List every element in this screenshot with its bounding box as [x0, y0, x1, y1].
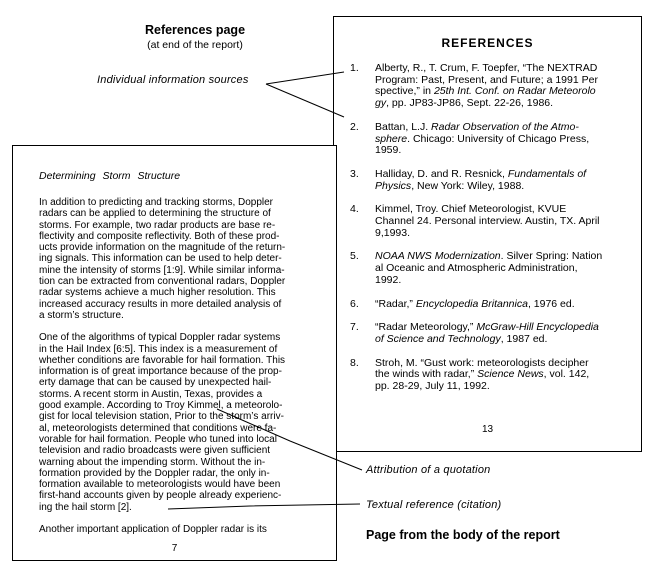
reference-line: Battan, L.J. Radar Observation of the Atmo- — [375, 120, 579, 133]
reference-item — [334, 169, 635, 192]
body-text-line: al, meteorologists determined that conditions were fa- — [39, 422, 277, 434]
body-text-line: In addition to predicting and tracking storms, Doppler — [39, 197, 274, 208]
body-text-line: gist for local television station, Prior to the storm’s arriv- — [39, 411, 284, 423]
reference-line: Kimmel, Troy. Chief Meteorologist, KVUE — [375, 203, 567, 216]
body-paragraphs — [39, 197, 328, 535]
reference-line: Physics, New York: Wiley, 1988. — [375, 179, 525, 192]
body-text-line: storms. A recent storm in Austin, Texas, provides a — [39, 388, 263, 400]
reference-number: 4. — [350, 203, 359, 216]
body-text-line: good example. According to Troy Kimmel, a meteorolo- — [39, 400, 283, 412]
reference-line: 9,1993. — [375, 226, 411, 239]
body-text-line: in the Hail Index [6:5]. This index is a measurement of — [39, 343, 278, 355]
body-text-line: ing the hail storm [2]. — [39, 501, 132, 513]
reference-line: 1959. — [375, 144, 402, 157]
references-page-caption — [105, 23, 285, 51]
reference-line: Channel 24. Personal interview. Austin, TX. April — [375, 215, 600, 228]
body-text-line: a storm’s structure. — [39, 309, 124, 321]
reference-line: Halliday, D. and R. Resnick, Fundamentals of — [375, 167, 587, 180]
body-text-line: first-hand accounts given by people already experienc- — [39, 490, 282, 502]
reference-line: Stroh, M. “Gust work: meteorologists decipher — [375, 356, 589, 369]
body-page-caption: Page from the body of the report — [366, 528, 560, 542]
reference-number: 8. — [350, 356, 359, 369]
body-text-line: vorable for hail formation. People who tuned into local — [39, 433, 277, 445]
body-text-line: radars can be applied to determining the structure of — [39, 208, 271, 220]
reference-number: 7. — [350, 321, 359, 334]
body-text-line: ing signals. This information can be used to help deter- — [39, 253, 282, 265]
reference-item — [334, 251, 635, 286]
body-paragraph — [39, 332, 328, 513]
reference-line: pp. 28-29, July 11, 1992. — [375, 380, 490, 393]
body-text-line: storms. For example, two radar products are base re- — [39, 219, 276, 231]
section-heading: Determining Storm Structure — [39, 170, 181, 182]
reference-line: “Radar,” Encyclopedia Britannica, 1976 ed. — [375, 297, 575, 310]
body-text-line: increased accuracy results in more detailed analysis of — [39, 298, 282, 310]
references-page — [333, 16, 642, 452]
body-text-line: flectivity and composite reflectivity. Both of these prod- — [39, 230, 280, 242]
reference-number: 2. — [350, 120, 359, 133]
body-page — [12, 145, 337, 561]
reference-line: Alberty, R., T. Crum, F. Toepfer, “The NEXTRAD — [375, 62, 598, 74]
body-text-line: Another important application of Doppler radar is its — [39, 524, 267, 536]
body-text-line: mine the intensity of storms [1:9]. While similar informa- — [39, 264, 285, 276]
reference-line: NOAA NWS Modernization. Silver Spring: Nation — [375, 250, 603, 263]
reference-line: Program: Past, Present, and Future; a 1991 Per — [375, 73, 598, 86]
body-page-number: 7 — [171, 543, 178, 554]
reference-number: 5. — [350, 250, 359, 263]
reference-item — [334, 358, 635, 393]
reference-number: 6. — [350, 297, 359, 310]
callout-attribution: Attribution of a quotation — [366, 464, 491, 476]
body-text-line: ucts provide information on the magnitude of the return- — [39, 242, 286, 254]
body-text-line: erty damage that can be caused by unexpected hail- — [39, 377, 272, 389]
body-text-line: television and radio broadcasts were given sufficient — [39, 445, 271, 457]
body-text-line: whether conditions are favorable for hail formation. This — [39, 354, 286, 366]
references-list — [334, 63, 635, 393]
reference-line: of Science and Technology, 1987 ed. — [375, 332, 548, 345]
references-title: REFERENCES — [441, 36, 534, 50]
reference-line: al Oceanic and Atmospheric Administration, — [375, 262, 578, 275]
body-text-line: information is of great importance because of the prop- — [39, 366, 282, 378]
reference-line: “Radar Meteorology,” McGraw-Hill Encyclopedia — [375, 321, 599, 334]
body-text-line: tion can be extracted from conventional radars, Doppler — [39, 276, 286, 288]
callout-individual-sources: Individual information sources — [97, 74, 249, 86]
body-paragraph — [39, 524, 328, 535]
reference-line: spective,” in 25th Int. Conf. on Radar Meteorolo — [375, 85, 596, 98]
body-text-line: warning about the impending storm. Without the in- — [39, 456, 266, 468]
reference-item — [334, 204, 635, 239]
body-text-line: One of the algorithms of typical Doppler radar systems — [39, 332, 281, 344]
callout-textual-reference: Textual reference (citation) — [366, 499, 502, 511]
body-text-line: formation available to meteorologists would have been — [39, 479, 281, 491]
reference-item — [334, 322, 635, 345]
body-text-line: formation provided by the Doppler radar, the only in- — [39, 467, 270, 479]
reference-number: 1. — [350, 62, 359, 74]
reference-item — [334, 63, 635, 110]
references-page-number: 13 — [481, 424, 494, 435]
reference-line: sphere. Chicago: University of Chicago Press, — [375, 132, 590, 145]
reference-line: gy, pp. JP83-JP86, Sept. 22-26, 1986. — [375, 97, 554, 110]
references-page-caption-subtitle: (at end of the report) — [147, 39, 243, 51]
reference-item — [334, 299, 635, 311]
body-paragraph — [39, 197, 328, 321]
reference-item — [334, 122, 635, 157]
reference-line: the winds with radar,” Science News, vol. 142, — [375, 368, 590, 381]
reference-line: 1992. — [375, 273, 402, 286]
body-text-line: radar systems achieve a much higher resolution. This — [39, 287, 276, 299]
references-page-caption-title: References page — [144, 23, 246, 37]
reference-number: 3. — [350, 167, 359, 180]
